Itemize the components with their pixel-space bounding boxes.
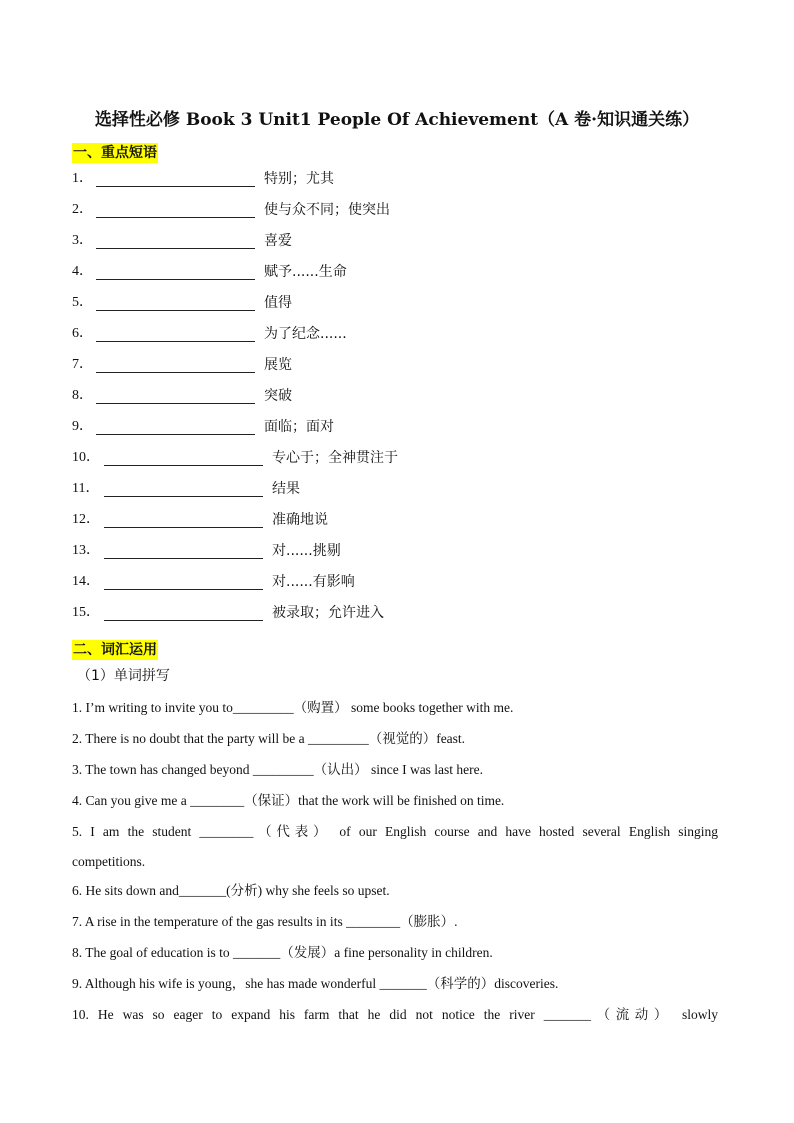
phrase-number: 9．	[72, 419, 93, 434]
phrase-meaning: 面临；面对	[264, 419, 334, 435]
answer-blank[interactable]	[96, 296, 255, 311]
phrase-number: 2．	[72, 202, 93, 217]
answer-blank[interactable]	[104, 451, 263, 466]
phrase-row	[72, 385, 292, 407]
answer-blank[interactable]	[104, 482, 263, 497]
phrase-row	[72, 416, 334, 438]
phrase-number: 1．	[72, 171, 93, 186]
question-continuation: competitions.	[72, 854, 146, 869]
phrase-number: 7．	[72, 357, 93, 372]
answer-blank[interactable]	[96, 234, 255, 249]
phrase-meaning: 对......挑剔	[272, 543, 341, 559]
spelling-question: 4. Can you give me a ________（保证）that the work will be finished on time.	[72, 793, 505, 808]
spelling-question: 10. He was so eager to expand his farm that he did not notice the river _______（流动） slowly	[72, 1007, 718, 1022]
phrase-row	[72, 230, 292, 252]
phrase-row	[72, 292, 292, 314]
section-heading-vocabulary: 二、词汇运用	[73, 642, 157, 658]
phrase-meaning: 特别；尤其	[264, 171, 334, 187]
answer-blank[interactable]	[96, 172, 255, 187]
phrase-meaning: 值得	[264, 295, 292, 311]
phrase-row	[72, 540, 341, 562]
phrase-row	[72, 602, 384, 624]
phrase-row	[72, 168, 334, 190]
phrase-meaning: 使与众不同；使突出	[264, 202, 390, 218]
phrase-number: 6．	[72, 326, 93, 341]
phrase-meaning: 为了纪念......	[264, 326, 347, 342]
spelling-question: 8. The goal of education is to _______（发展）a fine personality in children.	[72, 945, 493, 960]
phrase-meaning: 准确地说	[272, 512, 328, 528]
spelling-question: 9. Although his wife is young，she has made wonderful _______（科学的）discoveries.	[72, 976, 559, 991]
spelling-question: 3. The town has changed beyond _________（认出） since I was last here.	[72, 762, 484, 777]
phrase-number: 8．	[72, 388, 93, 403]
phrase-row	[72, 323, 347, 345]
phrase-meaning: 赋予......生命	[264, 264, 347, 280]
phrase-number: 5．	[72, 295, 93, 310]
phrase-row	[72, 571, 355, 593]
phrase-meaning: 被录取；允许进入	[272, 605, 384, 621]
answer-blank[interactable]	[96, 358, 255, 373]
section-heading-key-phrases: 一、重点短语	[73, 145, 157, 161]
phrase-number: 11．	[72, 481, 100, 496]
phrase-number: 13．	[72, 543, 100, 558]
answer-blank[interactable]	[96, 389, 255, 404]
phrase-row	[72, 199, 390, 221]
spelling-question: 7. A rise in the temperature of the gas results in its ________（膨胀）.	[72, 914, 458, 929]
answer-blank[interactable]	[96, 265, 255, 280]
phrase-row	[72, 354, 292, 376]
phrase-meaning: 专心于；全神贯注于	[272, 450, 398, 466]
phrase-row	[72, 447, 398, 469]
phrase-row	[72, 261, 347, 283]
subheading-spelling: （1）单词拼写	[77, 668, 170, 684]
phrase-row	[72, 509, 328, 531]
phrase-meaning: 对......有影响	[272, 574, 355, 590]
answer-blank[interactable]	[104, 544, 263, 559]
answer-blank[interactable]	[96, 327, 255, 342]
phrase-number: 15．	[72, 605, 100, 620]
phrase-meaning: 结果	[272, 481, 300, 497]
phrase-meaning: 突破	[264, 388, 292, 404]
phrase-row	[72, 478, 300, 500]
phrase-number: 14．	[72, 574, 100, 589]
spelling-question: 5. I am the student ________（代表） of our English course and have hosted several English singing	[72, 824, 718, 839]
phrase-meaning: 喜爱	[264, 233, 292, 249]
phrase-number: 12．	[72, 512, 100, 527]
phrase-number: 3．	[72, 233, 93, 248]
answer-blank[interactable]	[96, 203, 255, 218]
answer-blank[interactable]	[96, 420, 255, 435]
answer-blank[interactable]	[104, 606, 263, 621]
phrase-number: 4．	[72, 264, 93, 279]
answer-blank[interactable]	[104, 513, 263, 528]
spelling-question: 6. He sits down and_______(分析) why she feels so upset.	[72, 883, 390, 898]
answer-blank[interactable]	[104, 575, 263, 590]
phrase-meaning: 展览	[264, 357, 292, 373]
spelling-question: 2. There is no doubt that the party will be a _________（视觉的）feast.	[72, 731, 466, 746]
page-title: 选择性必修 Book 3 Unit1 People Of Achievement（A 卷·知识通关练）	[94, 110, 700, 130]
spelling-question: 1. I’m writing to invite you to_________（购置） some books together with me.	[72, 700, 514, 715]
phrase-number: 10．	[72, 450, 100, 465]
